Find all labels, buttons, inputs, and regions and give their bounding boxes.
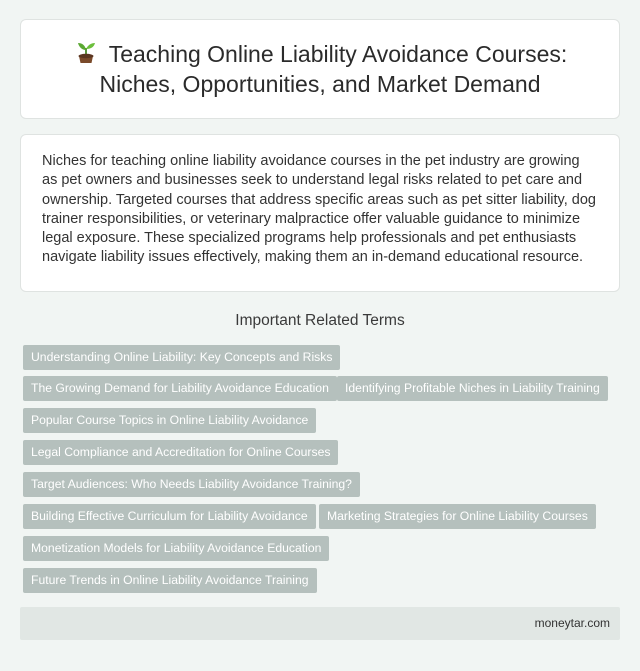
related-term-tag[interactable]: Legal Compliance and Accreditation for Online Courses (23, 440, 338, 465)
footer (20, 607, 620, 640)
title-card (20, 19, 620, 119)
related-term-tag[interactable]: Marketing Strategies for Online Liability Courses (319, 504, 596, 529)
page-title-wrap (50, 39, 590, 99)
related-term-tag[interactable]: Popular Course Topics in Online Liability Avoidance (23, 408, 316, 433)
description-text: Niches for teaching online liability avoidance courses in the pet industry are growing as pet owners and businesses seek to understand legal risks related to pet care and ownership. Targeted courses that address specific areas such as pet sitter liability, dog trainer responsibilities, or veterinary malpractice offer valuable guidance to minimize legal exposure. These specialized programs help professionals and pet enthusiasts navigate liability issues effectively, making them an in-demand educational resource. (42, 153, 596, 266)
related-term-tag[interactable]: Understanding Online Liability: Key Concepts and Risks (23, 345, 340, 370)
related-term-tag[interactable]: Target Audiences: Who Needs Liability Avoidance Training? (23, 472, 360, 497)
related-term-tag[interactable]: The Growing Demand for Liability Avoidance Education (23, 376, 337, 401)
page-title: Teaching Online Liability Avoidance Courses: Niches, Opportunities, and Market Demand (99, 41, 568, 97)
sprout-icon (73, 39, 99, 65)
related-term-tag[interactable]: Monetization Models for Liability Avoidance Education (23, 536, 329, 561)
related-term-tag[interactable]: Future Trends in Online Liability Avoidance Training (23, 568, 317, 593)
related-term-tag[interactable]: Building Effective Curriculum for Liability Avoidance (23, 504, 316, 529)
related-terms-heading: Important Related Terms (235, 312, 405, 329)
description-card (20, 134, 620, 292)
related-term-tag[interactable]: Identifying Profitable Niches in Liability Training (337, 376, 608, 401)
footer-site-name: moneytar.com (534, 616, 610, 630)
